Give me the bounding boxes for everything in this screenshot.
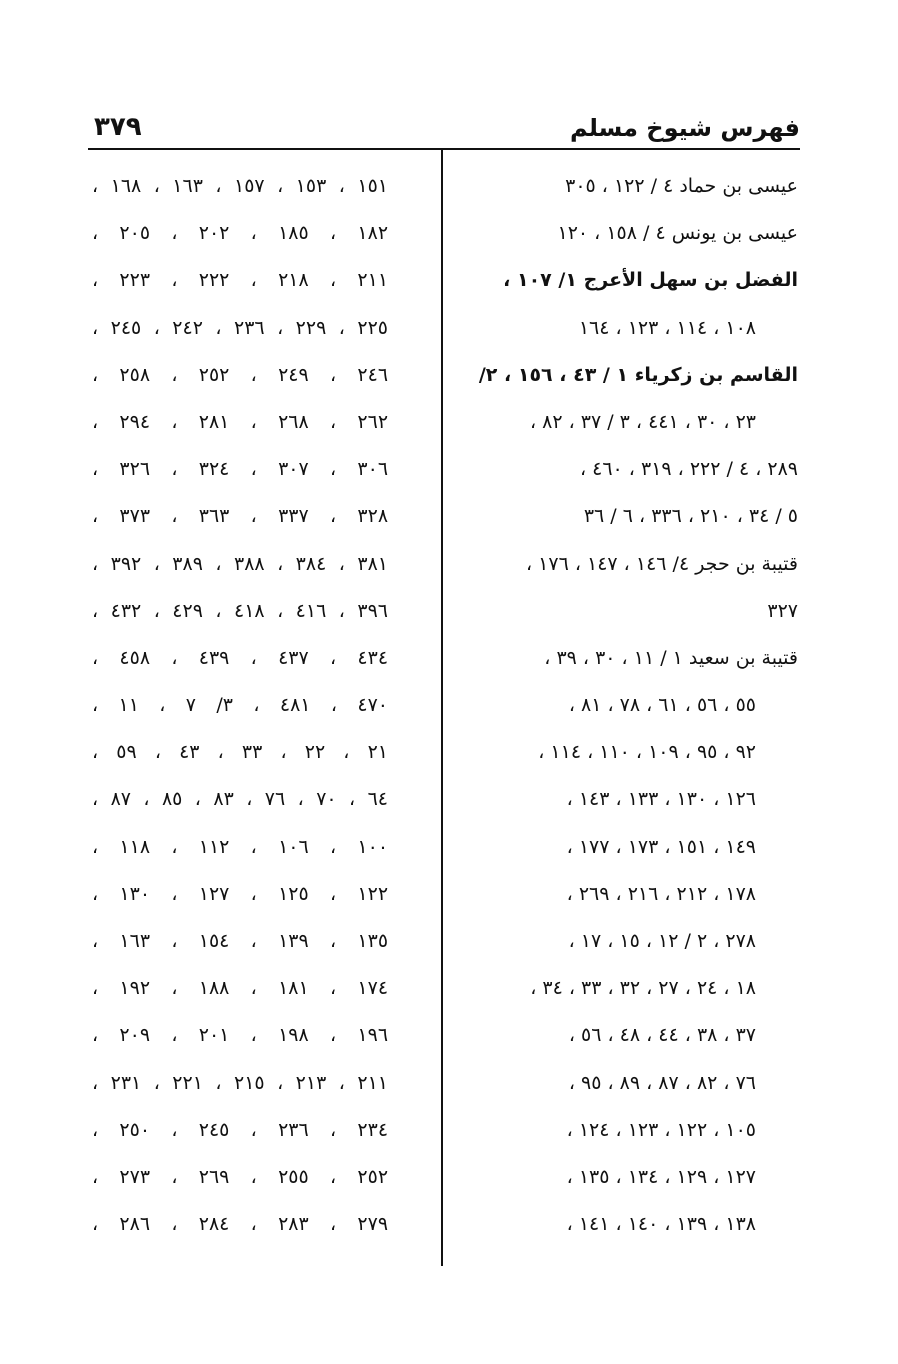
index-entry-line: قتيبة بن حجر ٤/ ١٤٦ ، ١٤٧ ، ١٧٦ ، [526, 552, 798, 575]
index-entry-line: ٢٤٦ ، ٢٤٩ ، ٢٥٢ ، ٢٥٨ ، [92, 363, 388, 386]
index-entry-line: ٥٥ ، ٥٦ ، ٦١ ، ٧٨ ، ٨١ ، [568, 694, 756, 717]
right-column [452, 163, 798, 1248]
index-entry-line: ٢٣ ، ٣٠ ، ٤٤١ ، ٣ / ٣٧ ، ٨٢ ، [529, 410, 756, 433]
index-entry-line: ٢١١ ، ٢١٨ ، ٢٢٢ ، ٢٢٣ ، [92, 269, 388, 292]
index-entry-line: ١٤٩ ، ١٥١ ، ١٧٣ ، ١٧٧ ، [566, 835, 756, 858]
index-entry-line: ١٣٥ ، ١٣٩ ، ١٥٤ ، ١٦٣ ، [92, 930, 388, 952]
index-entry-line: ٢٢٥ ، ٢٢٩ ، ٢٣٦ ، ٢٤٢ ، ٢٤٥ ، [92, 316, 388, 339]
index-entry-line: ٩٢ ، ٩٥ ، ١٠٩ ، ١١٠ ، ١١٤ ، [538, 741, 756, 764]
index-entry-line: ٤٣٤ ، ٤٣٧ ، ٤٣٩ ، ٤٥٨ ، [92, 646, 388, 669]
index-entry-line: ٢١ ، ٢٢ ، ٣٣ ، ٤٣ ، ٥٩ ، [92, 741, 388, 764]
page-title: فهرس شيوخ مسلم [570, 114, 800, 142]
index-entry-line: ١٥١ ، ١٥٣ ، ١٥٧ ، ١٦٣ ، ١٦٨ ، [92, 175, 388, 197]
index-entry-line: ١٢٦ ، ١٣٠ ، ١٣٣ ، ١٤٣ ، [566, 788, 756, 811]
index-entry-line: ٢٨٩ ، ٤ / ٢٢٢ ، ٣١٩ ، ٤٦٠ ، [579, 458, 798, 481]
index-entry-line: ١٢٧ ، ١٢٩ ، ١٣٤ ، ١٣٥ ، [566, 1165, 756, 1188]
index-entry-line: ٣٢٧ [767, 599, 798, 622]
index-entry-line: عيسى بن حماد ٤ / ١٢٢ ، ٣٠٥ [565, 175, 798, 197]
index-entry-line: عيسى بن يونس ٤ / ١٥٨ ، ١٢٠ [557, 222, 798, 245]
index-entry-line: ٣٩٦ ، ٤١٦ ، ٤١٨ ، ٤٢٩ ، ٤٣٢ ، [92, 599, 388, 622]
index-entry-line: قتيبة بن سعيد ١ / ١١ ، ٣٠ ، ٣٩ ، [544, 646, 798, 669]
index-entry-line: ٢٣٤ ، ٢٣٦ ، ٢٤٥ ، ٢٥٠ ، [92, 1118, 388, 1141]
index-entry-line: ٥ / ٣٤ ، ٢١٠ ، ٣٣٦ ، ٦ / ٣٦ [583, 505, 798, 528]
header-divider [88, 148, 800, 150]
index-entry-line: ٢٦٢ ، ٢٦٨ ، ٢٨١ ، ٢٩٤ ، [92, 410, 388, 433]
index-entry-line: ٢١١ ، ٢١٣ ، ٢١٥ ، ٢٢١ ، ٢٣١ ، [92, 1071, 388, 1094]
index-entry-line: ٢٥٢ ، ٢٥٥ ، ٢٦٩ ، ٢٧٣ ، [92, 1165, 388, 1188]
page-header [88, 104, 800, 148]
index-entry-line: ١٢٢ ، ١٢٥ ، ١٢٧ ، ١٣٠ ، [92, 882, 388, 905]
index-entry-line: الفضل بن سهل الأعرج ١/ ١٠٧ ، [503, 269, 798, 292]
index-entry-line: ٣٧ ، ٣٨ ، ٤٤ ، ٤٨ ، ٥٦ ، [568, 1024, 756, 1047]
index-entry-line: ١٨ ، ٢٤ ، ٢٧ ، ٣٢ ، ٣٣ ، ٣٤ ، [530, 977, 756, 1000]
index-entry-line: ١٩٦ ، ١٩٨ ، ٢٠١ ، ٢٠٩ ، [92, 1024, 388, 1047]
index-entry-line: ١٧٤ ، ١٨١ ، ١٨٨ ، ١٩٢ ، [92, 977, 388, 1000]
index-entry-line: ١٣٨ ، ١٣٩ ، ١٤٠ ، ١٤١ ، [566, 1213, 756, 1236]
index-entry-line: ٣٢٨ ، ٣٣٧ ، ٣٦٣ ، ٣٧٣ ، [92, 505, 388, 528]
left-column [92, 163, 388, 1248]
page-number: ٣٧٩ [94, 112, 142, 142]
index-entry-line: ٧٦ ، ٨٢ ، ٨٧ ، ٨٩ ، ٩٥ ، [568, 1071, 756, 1094]
index-entry-line: ٢٧٩ ، ٢٨٣ ، ٢٨٤ ، ٢٨٦ ، [92, 1213, 388, 1236]
index-entry-line: ٤٧٠ ، ٤٨١ ، ٣/ ٧ ، ١١ ، [92, 694, 388, 717]
index-entry-line: ٦٤ ، ٧٠ ، ٧٦ ، ٨٣ ، ٨٥ ، ٨٧ ، [92, 788, 388, 811]
index-entry-line: ٣٠٦ ، ٣٠٧ ، ٣٢٤ ، ٣٢٦ ، [92, 458, 388, 481]
index-entry-line: القاسم بن زكرياء ١ / ٤٣ ، ١٥٦ ، ٢/ [478, 363, 798, 386]
index-entry-line: ٣٨١ ، ٣٨٤ ، ٣٨٨ ، ٣٨٩ ، ٣٩٢ ، [92, 552, 388, 575]
index-entry-line: ٢٧٨ ، ٢ / ١٢ ، ١٥ ، ١٧ ، [568, 930, 756, 952]
index-entry-line: ١٧٨ ، ٢١٢ ، ٢١٦ ، ٢٦٩ ، [566, 882, 756, 905]
index-entry-line: ١٨٢ ، ١٨٥ ، ٢٠٢ ، ٢٠٥ ، [92, 222, 388, 245]
column-divider [441, 150, 443, 1266]
index-entry-line: ١٠٥ ، ١٢٢ ، ١٢٣ ، ١٢٤ ، [566, 1118, 756, 1141]
index-entry-line: ١٠٠ ، ١٠٦ ، ١١٢ ، ١١٨ ، [92, 835, 388, 858]
index-entry-line: ١٠٨ ، ١١٤ ، ١٢٣ ، ١٦٤ [578, 316, 756, 339]
